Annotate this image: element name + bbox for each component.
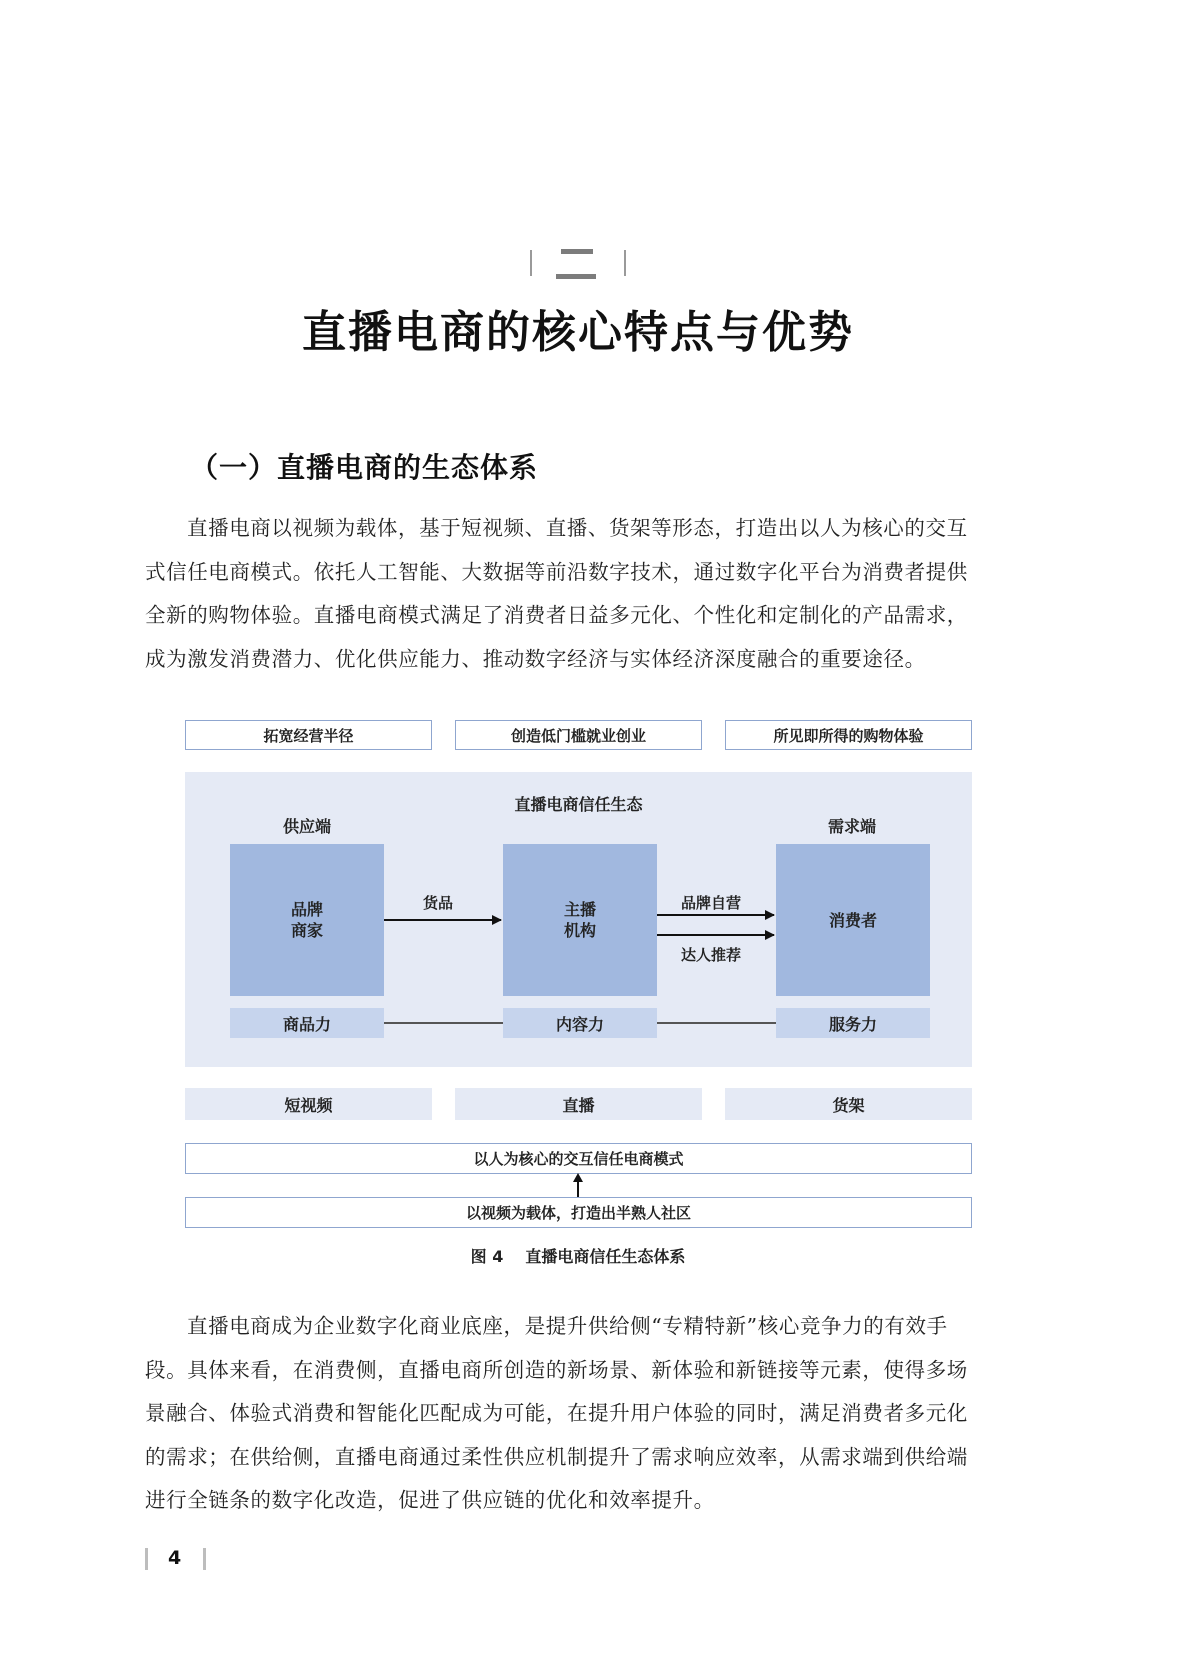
chapter-title: 直播电商的核心特点与优势 bbox=[302, 307, 854, 358]
node-label: 商家 bbox=[290, 921, 323, 940]
platform-live: 直播 bbox=[455, 1088, 702, 1120]
up-arrow-icon bbox=[577, 1175, 579, 1197]
chapter-mark-right-bar bbox=[624, 250, 626, 276]
connector-line bbox=[384, 1022, 503, 1024]
node-label: 消费者 bbox=[828, 910, 877, 930]
ecosystem-title: 直播电商信任生态 bbox=[514, 795, 643, 814]
paragraph-line: 全新的购物体验。直播电商模式满足了消费者日益多元化、个性化和定制化的产品需求， bbox=[145, 603, 968, 627]
page-number-value: 4 bbox=[168, 1547, 182, 1569]
platform-short-video: 短视频 bbox=[185, 1088, 432, 1120]
node-brand-merchant bbox=[230, 844, 384, 996]
node-label: 机构 bbox=[563, 921, 596, 940]
chapter-number-mark bbox=[528, 246, 628, 282]
power-product: 商品力 bbox=[230, 1008, 384, 1038]
paragraph-line: 进行全链条的数字化改造，促进了供应链的优化和效率提升。 bbox=[145, 1488, 715, 1512]
arrow-brand-self bbox=[657, 914, 774, 916]
paragraph-line: 段。具体来看，在消费侧，直播电商所创造的新场景、新体验和新链接等元素，使得多场 bbox=[145, 1357, 968, 1382]
node-anchor-agency bbox=[503, 844, 657, 996]
benefit-box-expand-radius: 拓宽经营半径 bbox=[185, 720, 432, 750]
section-heading: （一）直播电商的生态体系 bbox=[190, 451, 539, 484]
paragraph-2 bbox=[145, 1305, 1015, 1523]
supply-side-label: 供应端 bbox=[282, 817, 331, 836]
chapter-numeral-two-bottom-stroke bbox=[556, 274, 596, 279]
edge-label-brand-self: 品牌自营 bbox=[680, 894, 741, 912]
paragraph-line: 的需求；在供给侧，直播电商通过柔性供应机制提升了需求响应效率，从需求端到供给端 bbox=[145, 1444, 968, 1469]
figure-caption-text: 直播电商信任生态体系 bbox=[525, 1247, 686, 1266]
power-service: 服务力 bbox=[776, 1008, 930, 1038]
base-box: 以视频为载体，打造出半熟人社区 bbox=[185, 1197, 972, 1228]
benefit-box-wysiwyg-shopping: 所见即所得的购物体验 bbox=[725, 720, 972, 750]
demand-side-label: 需求端 bbox=[827, 817, 876, 836]
connector-line bbox=[657, 1022, 776, 1024]
paragraph-line: 直播电商成为企业数字化商业底座，是提升供给侧“专精特新”核心竞争力的有效手 bbox=[187, 1314, 948, 1338]
trust-ecosystem-diagram bbox=[185, 720, 972, 1235]
power-content: 内容力 bbox=[503, 1008, 657, 1038]
chapter-mark-left-bar bbox=[530, 250, 532, 276]
page-number bbox=[145, 1548, 215, 1572]
paragraph-line: 直播电商以视频为载体，基于短视频、直播、货架等形态，打造出以人为核心的交互 bbox=[187, 516, 968, 540]
edge-label-goods: 货品 bbox=[422, 894, 453, 912]
benefit-box-low-barrier-jobs: 创造低门槛就业创业 bbox=[455, 720, 702, 750]
figure-caption bbox=[0, 1244, 1156, 1267]
model-box: 以人为核心的交互信任电商模式 bbox=[185, 1143, 972, 1174]
arrow-influencer bbox=[657, 934, 774, 936]
arrow-goods bbox=[384, 919, 501, 921]
paragraph-line: 景融合、体验式消费和智能化匹配成为可能，在提升用户体验的同时，满足消费者多元化 bbox=[145, 1401, 968, 1425]
node-consumer bbox=[776, 844, 930, 996]
paragraph-1 bbox=[145, 507, 1015, 681]
edge-label-influencer: 达人推荐 bbox=[680, 946, 741, 964]
node-label: 主播 bbox=[563, 900, 596, 919]
platform-shelf: 货架 bbox=[725, 1088, 972, 1120]
page-number-left-bar bbox=[145, 1548, 148, 1570]
page-number-right-bar bbox=[203, 1548, 206, 1570]
ecosystem-panel bbox=[185, 772, 972, 1067]
node-label: 品牌 bbox=[290, 900, 323, 919]
chapter-numeral-two-top-stroke bbox=[561, 249, 593, 254]
paragraph-line: 成为激发消费潜力、优化供应能力、推动数字经济与实体经济深度融合的重要途径。 bbox=[145, 646, 926, 671]
paragraph-line: 式信任电商模式。依托人工智能、大数据等前沿数字技术，通过数字化平台为消费者提供 bbox=[145, 559, 968, 584]
figure-number: 图 4 bbox=[470, 1247, 504, 1266]
